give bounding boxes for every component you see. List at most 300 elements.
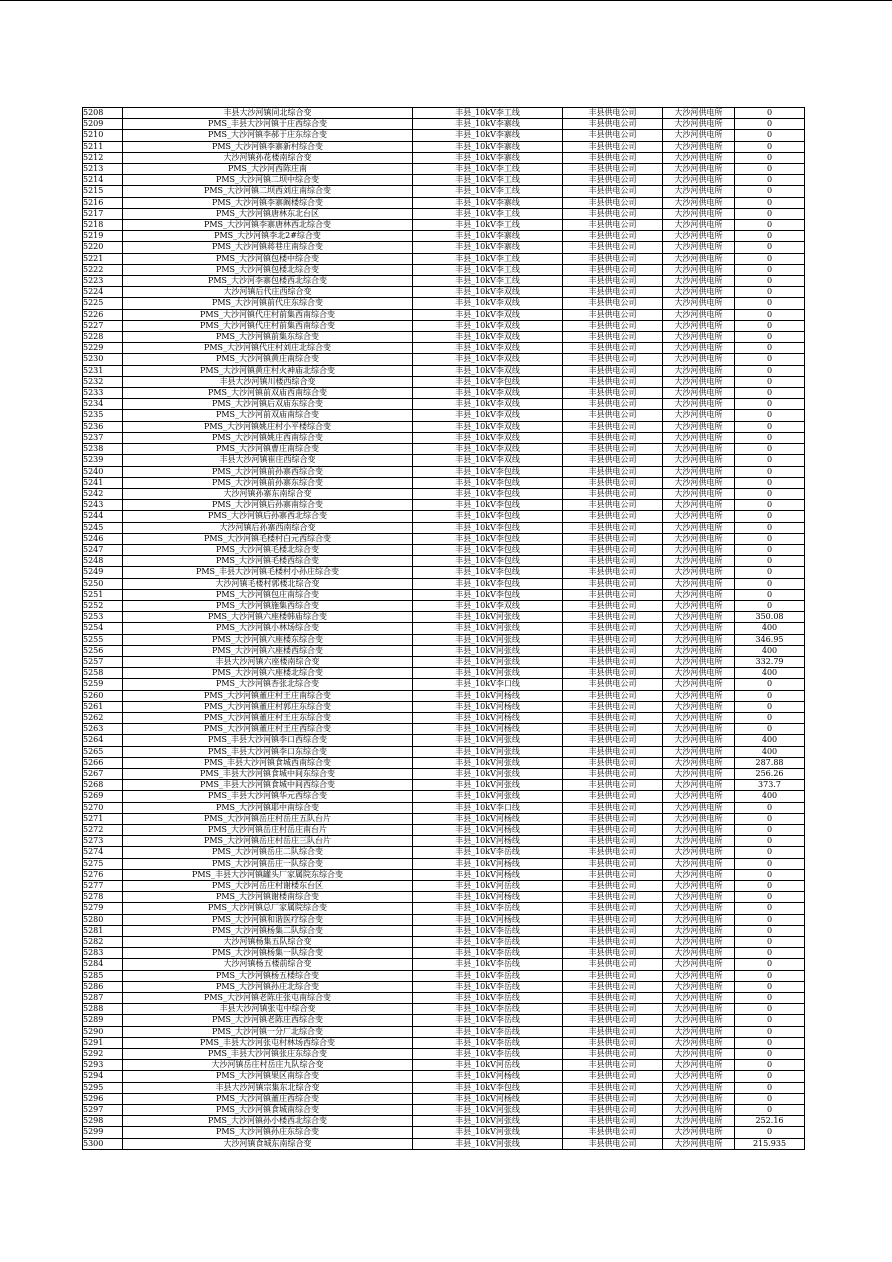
- table-row: [83, 343, 805, 354]
- feeder-line-cell: 丰县_10kV河杨线: [413, 690, 563, 701]
- transformer-name-cell: PMS_大沙河镇毛楼北综合变: [123, 544, 413, 555]
- row-number-cell: 5219: [83, 231, 123, 242]
- company-cell: 丰县供电公司: [563, 757, 663, 768]
- feeder-line-cell: 丰县_10kV李岳线: [413, 948, 563, 959]
- value-cell: 0: [735, 500, 805, 511]
- row-number-cell: 5209: [83, 119, 123, 130]
- station-cell: 大沙河供电所: [663, 623, 735, 634]
- transformer-name-cell: PMS_大沙河前双庙南综合变: [123, 410, 413, 421]
- station-cell: 大沙河供电所: [663, 925, 735, 936]
- transformer-name-cell: PMS_大沙河岳庄村谢楼东台区: [123, 881, 413, 892]
- transformer-name-cell: PMS_大沙河镇食城南综合变: [123, 1105, 413, 1116]
- table-row: [83, 388, 805, 399]
- value-cell: 0: [735, 690, 805, 701]
- row-number-cell: 5230: [83, 354, 123, 365]
- row-number-cell: 5299: [83, 1127, 123, 1138]
- station-cell: 大沙河供电所: [663, 500, 735, 511]
- station-cell: 大沙河供电所: [663, 791, 735, 802]
- table-row: [83, 858, 805, 869]
- table-row: [83, 1060, 805, 1071]
- station-cell: 大沙河供电所: [663, 746, 735, 757]
- table-row: [83, 1116, 805, 1127]
- table-row: [83, 724, 805, 735]
- company-cell: 丰县供电公司: [563, 712, 663, 723]
- station-cell: 大沙河供电所: [663, 287, 735, 298]
- row-number-cell: 5256: [83, 645, 123, 656]
- company-cell: 丰县供电公司: [563, 970, 663, 981]
- value-cell: 0: [735, 1105, 805, 1116]
- table-row: [83, 701, 805, 712]
- table-row: [83, 612, 805, 623]
- value-cell: 0: [735, 488, 805, 499]
- value-cell: 287.88: [735, 757, 805, 768]
- transformer-name-cell: PMS_大沙河镇后孙寨南综合变: [123, 500, 413, 511]
- transformer-name-cell: PMS_大沙河镇六座楼西综合变: [123, 645, 413, 656]
- value-cell: 0: [735, 1093, 805, 1104]
- table-row: [83, 432, 805, 443]
- feeder-line-cell: 丰县_10kV李双线: [413, 444, 563, 455]
- station-cell: 大沙河供电所: [663, 253, 735, 264]
- company-cell: 丰县供电公司: [563, 343, 663, 354]
- value-cell: 0: [735, 1026, 805, 1037]
- company-cell: 丰县供电公司: [563, 701, 663, 712]
- transformer-name-cell: 大沙河镇杨集五队综合变: [123, 937, 413, 948]
- feeder-line-cell: 丰县_10kV李双线: [413, 354, 563, 365]
- company-cell: 丰县供电公司: [563, 376, 663, 387]
- feeder-line-cell: 丰县_10kV李包线: [413, 533, 563, 544]
- station-cell: 大沙河供电所: [663, 589, 735, 600]
- station-cell: 大沙河供电所: [663, 511, 735, 522]
- station-cell: 大沙河供电所: [663, 1082, 735, 1093]
- transformer-name-cell: 大沙河镇岳庄村岳庄九队综合变: [123, 1060, 413, 1071]
- company-cell: 丰县供电公司: [563, 130, 663, 141]
- station-cell: 大沙河供电所: [663, 164, 735, 175]
- table-row: [83, 1037, 805, 1048]
- transformer-name-cell: PMS_大沙河镇包楼北综合变: [123, 264, 413, 275]
- company-cell: 丰县供电公司: [563, 197, 663, 208]
- company-cell: 丰县供电公司: [563, 1037, 663, 1048]
- station-cell: 大沙河供电所: [663, 343, 735, 354]
- feeder-line-cell: 丰县_10kV李工线: [413, 253, 563, 264]
- table-row: [83, 970, 805, 981]
- feeder-line-cell: 丰县_10kV李双线: [413, 432, 563, 443]
- table-row: [83, 802, 805, 813]
- company-cell: 丰县供电公司: [563, 836, 663, 847]
- row-number-cell: 5284: [83, 959, 123, 970]
- transformer-name-cell: PMS_丰县大沙河张屯村林场西综合变: [123, 1037, 413, 1048]
- company-cell: 丰县供电公司: [563, 1105, 663, 1116]
- station-cell: 大沙河供电所: [663, 712, 735, 723]
- feeder-line-cell: 丰县_10kV河张线: [413, 1127, 563, 1138]
- feeder-line-cell: 丰县_10kV河杨线: [413, 724, 563, 735]
- row-number-cell: 5277: [83, 881, 123, 892]
- row-number-cell: 5285: [83, 970, 123, 981]
- feeder-line-cell: 丰县_10kV李寨线: [413, 152, 563, 163]
- table-row: [83, 735, 805, 746]
- table-row: [83, 1071, 805, 1082]
- transformer-name-cell: PMS_大沙河镇李郝于庄东综合变: [123, 130, 413, 141]
- row-number-cell: 5234: [83, 399, 123, 410]
- value-cell: 0: [735, 309, 805, 320]
- company-cell: 丰县供电公司: [563, 432, 663, 443]
- value-cell: 0: [735, 544, 805, 555]
- transformer-name-cell: PMS_大沙河镇小林场综合变: [123, 623, 413, 634]
- transformer-name-cell: 丰县大沙河镇张屯中综合变: [123, 1004, 413, 1015]
- table-row: [83, 959, 805, 970]
- table-row: [83, 320, 805, 331]
- row-number-cell: 5221: [83, 253, 123, 264]
- transformer-name-cell: PMS_大沙河镇姚庄西南综合变: [123, 432, 413, 443]
- company-cell: 丰县供电公司: [563, 690, 663, 701]
- value-cell: 0: [735, 108, 805, 119]
- row-number-cell: 5287: [83, 993, 123, 1004]
- row-number-cell: 5214: [83, 175, 123, 186]
- value-cell: 0: [735, 802, 805, 813]
- value-cell: 0: [735, 679, 805, 690]
- value-cell: 0: [735, 847, 805, 858]
- table-row: [83, 376, 805, 387]
- row-number-cell: 5223: [83, 276, 123, 287]
- company-cell: 丰县供电公司: [563, 1049, 663, 1060]
- company-cell: 丰县供电公司: [563, 768, 663, 779]
- station-cell: 大沙河供电所: [663, 724, 735, 735]
- table-row: [83, 1138, 805, 1149]
- row-number-cell: 5282: [83, 937, 123, 948]
- company-cell: 丰县供电公司: [563, 679, 663, 690]
- row-number-cell: 5252: [83, 600, 123, 611]
- feeder-line-cell: 丰县_10kV河张线: [413, 668, 563, 679]
- row-number-cell: 5268: [83, 780, 123, 791]
- table-row: [83, 768, 805, 779]
- row-number-cell: 5276: [83, 869, 123, 880]
- table-row: [83, 365, 805, 376]
- table-row: [83, 399, 805, 410]
- table-row: [83, 444, 805, 455]
- station-cell: 大沙河供电所: [663, 354, 735, 365]
- row-number-cell: 5238: [83, 444, 123, 455]
- transformer-name-cell: PMS_大沙河镇二坝中综合变: [123, 175, 413, 186]
- table-row: [83, 836, 805, 847]
- company-cell: 丰县供电公司: [563, 1082, 663, 1093]
- company-cell: 丰县供电公司: [563, 1093, 663, 1104]
- feeder-line-cell: 丰县_10kV李寨线: [413, 231, 563, 242]
- transformer-name-cell: PMS_大沙河镇六座楼东综合变: [123, 634, 413, 645]
- value-cell: 0: [735, 1037, 805, 1048]
- row-number-cell: 5281: [83, 925, 123, 936]
- station-cell: 大沙河供电所: [663, 320, 735, 331]
- table-row: [83, 466, 805, 477]
- row-number-cell: 5220: [83, 242, 123, 253]
- row-number-cell: 5289: [83, 1015, 123, 1026]
- feeder-line-cell: 丰县_10kV河杨线: [413, 914, 563, 925]
- table-row: [83, 679, 805, 690]
- transformer-name-cell: PMS_大沙河镇包楼中综合变: [123, 253, 413, 264]
- station-cell: 大沙河供电所: [663, 544, 735, 555]
- row-number-cell: 5212: [83, 152, 123, 163]
- row-number-cell: 5248: [83, 556, 123, 567]
- station-cell: 大沙河供电所: [663, 881, 735, 892]
- row-number-cell: 5225: [83, 298, 123, 309]
- company-cell: 丰县供电公司: [563, 410, 663, 421]
- table-row: [83, 645, 805, 656]
- table-row: [83, 488, 805, 499]
- row-number-cell: 5245: [83, 522, 123, 533]
- feeder-line-cell: 丰县_10kV李岳线: [413, 959, 563, 970]
- table-row: [83, 634, 805, 645]
- station-cell: 大沙河供电所: [663, 298, 735, 309]
- table-row: [83, 544, 805, 555]
- transformer-name-cell: PMS_丰县大沙河镇张庄东综合变: [123, 1049, 413, 1060]
- row-number-cell: 5215: [83, 186, 123, 197]
- value-cell: 332.79: [735, 656, 805, 667]
- row-number-cell: 5283: [83, 948, 123, 959]
- feeder-line-cell: 丰县_10kV河张线: [413, 768, 563, 779]
- row-number-cell: 5288: [83, 1004, 123, 1015]
- row-number-cell: 5237: [83, 432, 123, 443]
- company-cell: 丰县供电公司: [563, 466, 663, 477]
- row-number-cell: 5266: [83, 757, 123, 768]
- station-cell: 大沙河供电所: [663, 175, 735, 186]
- table-row: [83, 522, 805, 533]
- company-cell: 丰县供电公司: [563, 1116, 663, 1127]
- station-cell: 大沙河供电所: [663, 309, 735, 320]
- table-row: [83, 780, 805, 791]
- company-cell: 丰县供电公司: [563, 1138, 663, 1149]
- table-row: [83, 332, 805, 343]
- company-cell: 丰县供电公司: [563, 500, 663, 511]
- station-cell: 大沙河供电所: [663, 578, 735, 589]
- transformer-name-cell: PMS_大沙河镇李寨阚楼综合变: [123, 197, 413, 208]
- company-cell: 丰县供电公司: [563, 175, 663, 186]
- feeder-line-cell: 丰县_10kV李包线: [413, 578, 563, 589]
- transformer-name-cell: PMS_大沙河镇总厂家属院综合变: [123, 903, 413, 914]
- feeder-line-cell: 丰县_10kV李工线: [413, 264, 563, 275]
- table-row: [83, 287, 805, 298]
- station-cell: 大沙河供电所: [663, 533, 735, 544]
- station-cell: 大沙河供电所: [663, 556, 735, 567]
- feeder-line-cell: 丰县_10kV河岳线: [413, 881, 563, 892]
- company-cell: 丰县供电公司: [563, 858, 663, 869]
- company-cell: 丰县供电公司: [563, 791, 663, 802]
- table-row: [83, 712, 805, 723]
- company-cell: 丰县供电公司: [563, 455, 663, 466]
- station-cell: 大沙河供电所: [663, 119, 735, 130]
- feeder-line-cell: 丰县_10kV李岳线: [413, 903, 563, 914]
- station-cell: 大沙河供电所: [663, 645, 735, 656]
- transformer-name-cell: PMS_大沙河镇董庄西综合变: [123, 1093, 413, 1104]
- table-row: [83, 1127, 805, 1138]
- table-row: [83, 556, 805, 567]
- transformer-name-cell: PMS_丰县大沙河镇李口西综合变: [123, 735, 413, 746]
- company-cell: 丰县供电公司: [563, 522, 663, 533]
- table-row: [83, 656, 805, 667]
- table-row: [83, 668, 805, 679]
- feeder-line-cell: 丰县_10kV河张线: [413, 656, 563, 667]
- row-number-cell: 5255: [83, 634, 123, 645]
- transformer-name-cell: PMS_大沙河镇果区南综合变: [123, 1071, 413, 1082]
- station-cell: 大沙河供电所: [663, 1071, 735, 1082]
- station-cell: 大沙河供电所: [663, 679, 735, 690]
- value-cell: 0: [735, 1049, 805, 1060]
- station-cell: 大沙河供电所: [663, 231, 735, 242]
- feeder-line-cell: 丰县_10kV李岳线: [413, 1049, 563, 1060]
- row-number-cell: 5249: [83, 567, 123, 578]
- transformer-name-cell: PMS_大沙河镇后孙寨西北综合变: [123, 511, 413, 522]
- company-cell: 丰县供电公司: [563, 847, 663, 858]
- station-cell: 大沙河供电所: [663, 858, 735, 869]
- station-cell: 大沙河供电所: [663, 768, 735, 779]
- feeder-line-cell: 丰县_10kV河张线: [413, 757, 563, 768]
- company-cell: 丰县供电公司: [563, 309, 663, 320]
- value-cell: 0: [735, 186, 805, 197]
- transformer-name-cell: 丰县大沙河镇宗集东北综合变: [123, 1082, 413, 1093]
- station-cell: 大沙河供电所: [663, 130, 735, 141]
- value-cell: 0: [735, 388, 805, 399]
- station-cell: 大沙河供电所: [663, 410, 735, 421]
- table-row: [83, 892, 805, 903]
- table-row: [83, 589, 805, 600]
- feeder-line-cell: 丰县_10kV李岳线: [413, 925, 563, 936]
- feeder-line-cell: 丰县_10kV李双线: [413, 332, 563, 343]
- value-cell: 0: [735, 276, 805, 287]
- station-cell: 大沙河供电所: [663, 264, 735, 275]
- feeder-line-cell: 丰县_10kV李工线: [413, 175, 563, 186]
- row-number-cell: 5295: [83, 1082, 123, 1093]
- row-number-cell: 5294: [83, 1071, 123, 1082]
- feeder-line-cell: 丰县_10kV河张线: [413, 780, 563, 791]
- table-row: [83, 993, 805, 1004]
- transformer-name-cell: PMS_大沙河镇唐林东北台区: [123, 208, 413, 219]
- transformer-name-cell: 大沙河镇孙寨东南综合变: [123, 488, 413, 499]
- row-number-cell: 5211: [83, 141, 123, 152]
- company-cell: 丰县供电公司: [563, 365, 663, 376]
- transformer-name-cell: PMS_大沙河镇前集东综合变: [123, 332, 413, 343]
- row-number-cell: 5254: [83, 623, 123, 634]
- table-row: [83, 1015, 805, 1026]
- transformer-name-cell: PMS_大沙河镇耶中南综合变: [123, 802, 413, 813]
- row-number-cell: 5243: [83, 500, 123, 511]
- value-cell: 0: [735, 444, 805, 455]
- transformer-name-cell: PMS_大沙河镇后双庙东综合变: [123, 399, 413, 410]
- value-cell: 0: [735, 141, 805, 152]
- transformer-name-cell: PMS_大沙河镇杨集二队综合变: [123, 925, 413, 936]
- company-cell: 丰县供电公司: [563, 511, 663, 522]
- feeder-line-cell: 丰县_10kV李包线: [413, 511, 563, 522]
- feeder-line-cell: 丰县_10kV河张线: [413, 612, 563, 623]
- row-number-cell: 5263: [83, 724, 123, 735]
- station-cell: 大沙河供电所: [663, 1127, 735, 1138]
- feeder-line-cell: 丰县_10kV李岳线: [413, 1037, 563, 1048]
- transformer-name-cell: PMS_大沙河镇杨五楼综合变: [123, 970, 413, 981]
- station-cell: 大沙河供电所: [663, 332, 735, 343]
- value-cell: 0: [735, 365, 805, 376]
- transformer-name-cell: PMS_大沙河镇六座楼北综合变: [123, 668, 413, 679]
- table-row: [83, 1004, 805, 1015]
- station-cell: 大沙河供电所: [663, 152, 735, 163]
- table-row: [83, 533, 805, 544]
- value-cell: 0: [735, 231, 805, 242]
- value-cell: 0: [735, 152, 805, 163]
- transformer-name-cell: PMS_大沙河镇一分厂北综合变: [123, 1026, 413, 1037]
- station-cell: 大沙河供电所: [663, 1093, 735, 1104]
- transformer-name-cell: PMS_大沙河镇蒋巷庄南综合变: [123, 242, 413, 253]
- transformer-name-cell: PMS_大沙河镇董庄村郭庄东综合变: [123, 701, 413, 712]
- table-row: [83, 1093, 805, 1104]
- value-cell: 0: [735, 1015, 805, 1026]
- company-cell: 丰县供电公司: [563, 556, 663, 567]
- station-cell: 大沙河供电所: [663, 668, 735, 679]
- value-cell: 0: [735, 164, 805, 175]
- row-number-cell: 5253: [83, 612, 123, 623]
- station-cell: 大沙河供电所: [663, 376, 735, 387]
- table-row: [83, 690, 805, 701]
- row-number-cell: 5257: [83, 656, 123, 667]
- station-cell: 大沙河供电所: [663, 869, 735, 880]
- feeder-line-cell: 丰县_10kV李口线: [413, 679, 563, 690]
- station-cell: 大沙河供电所: [663, 914, 735, 925]
- company-cell: 丰县供电公司: [563, 567, 663, 578]
- transformer-name-cell: PMS_大沙河镇岳庄二队综合变: [123, 847, 413, 858]
- row-number-cell: 5273: [83, 836, 123, 847]
- value-cell: 0: [735, 197, 805, 208]
- station-cell: 大沙河供电所: [663, 477, 735, 488]
- station-cell: 大沙河供电所: [663, 656, 735, 667]
- transformer-name-cell: PMS_大沙河镇董庄村王庄西综合变: [123, 724, 413, 735]
- value-cell: 0: [735, 869, 805, 880]
- feeder-line-cell: 丰县_10kV河杨线: [413, 712, 563, 723]
- value-cell: 0: [735, 600, 805, 611]
- company-cell: 丰县供电公司: [563, 1060, 663, 1071]
- transformer-name-cell: PMS_大沙河镇毛楼村白元西综合变: [123, 533, 413, 544]
- table-row: [83, 511, 805, 522]
- feeder-line-cell: 丰县_10kV河张线: [413, 746, 563, 757]
- transformer-name-cell: PMS_大沙河镇李寨唐林西北综合变: [123, 220, 413, 231]
- row-number-cell: 5279: [83, 903, 123, 914]
- value-cell: 0: [735, 825, 805, 836]
- feeder-line-cell: 丰县_10kV李包线: [413, 544, 563, 555]
- table-row: [83, 981, 805, 992]
- value-cell: 0: [735, 1127, 805, 1138]
- feeder-line-cell: 丰县_10kV李工线: [413, 186, 563, 197]
- value-cell: 0: [735, 522, 805, 533]
- value-cell: 0: [735, 578, 805, 589]
- table-row: [83, 264, 805, 275]
- row-number-cell: 5278: [83, 892, 123, 903]
- feeder-line-cell: 丰县_10kV李包线: [413, 500, 563, 511]
- table-row: [83, 197, 805, 208]
- feeder-line-cell: 丰县_10kV李寨线: [413, 242, 563, 253]
- table-row: [83, 1026, 805, 1037]
- station-cell: 大沙河供电所: [663, 197, 735, 208]
- value-cell: 0: [735, 813, 805, 824]
- row-number-cell: 5292: [83, 1049, 123, 1060]
- feeder-line-cell: 丰县_10kV河杨线: [413, 836, 563, 847]
- company-cell: 丰县供电公司: [563, 477, 663, 488]
- feeder-line-cell: 丰县_10kV李包线: [413, 556, 563, 567]
- table-row: [83, 567, 805, 578]
- feeder-line-cell: 丰县_10kV李寨线: [413, 119, 563, 130]
- table-row: [83, 253, 805, 264]
- company-cell: 丰县供电公司: [563, 1026, 663, 1037]
- row-number-cell: 5269: [83, 791, 123, 802]
- feeder-line-cell: 丰县_10kV李包线: [413, 589, 563, 600]
- feeder-line-cell: 丰县_10kV河张线: [413, 623, 563, 634]
- transformer-name-cell: PMS_大沙河镇包庄南综合变: [123, 589, 413, 600]
- company-cell: 丰县供电公司: [563, 802, 663, 813]
- station-cell: 大沙河供电所: [663, 388, 735, 399]
- table-row: [83, 1105, 805, 1116]
- feeder-line-cell: 丰县_10kV李包线: [413, 477, 563, 488]
